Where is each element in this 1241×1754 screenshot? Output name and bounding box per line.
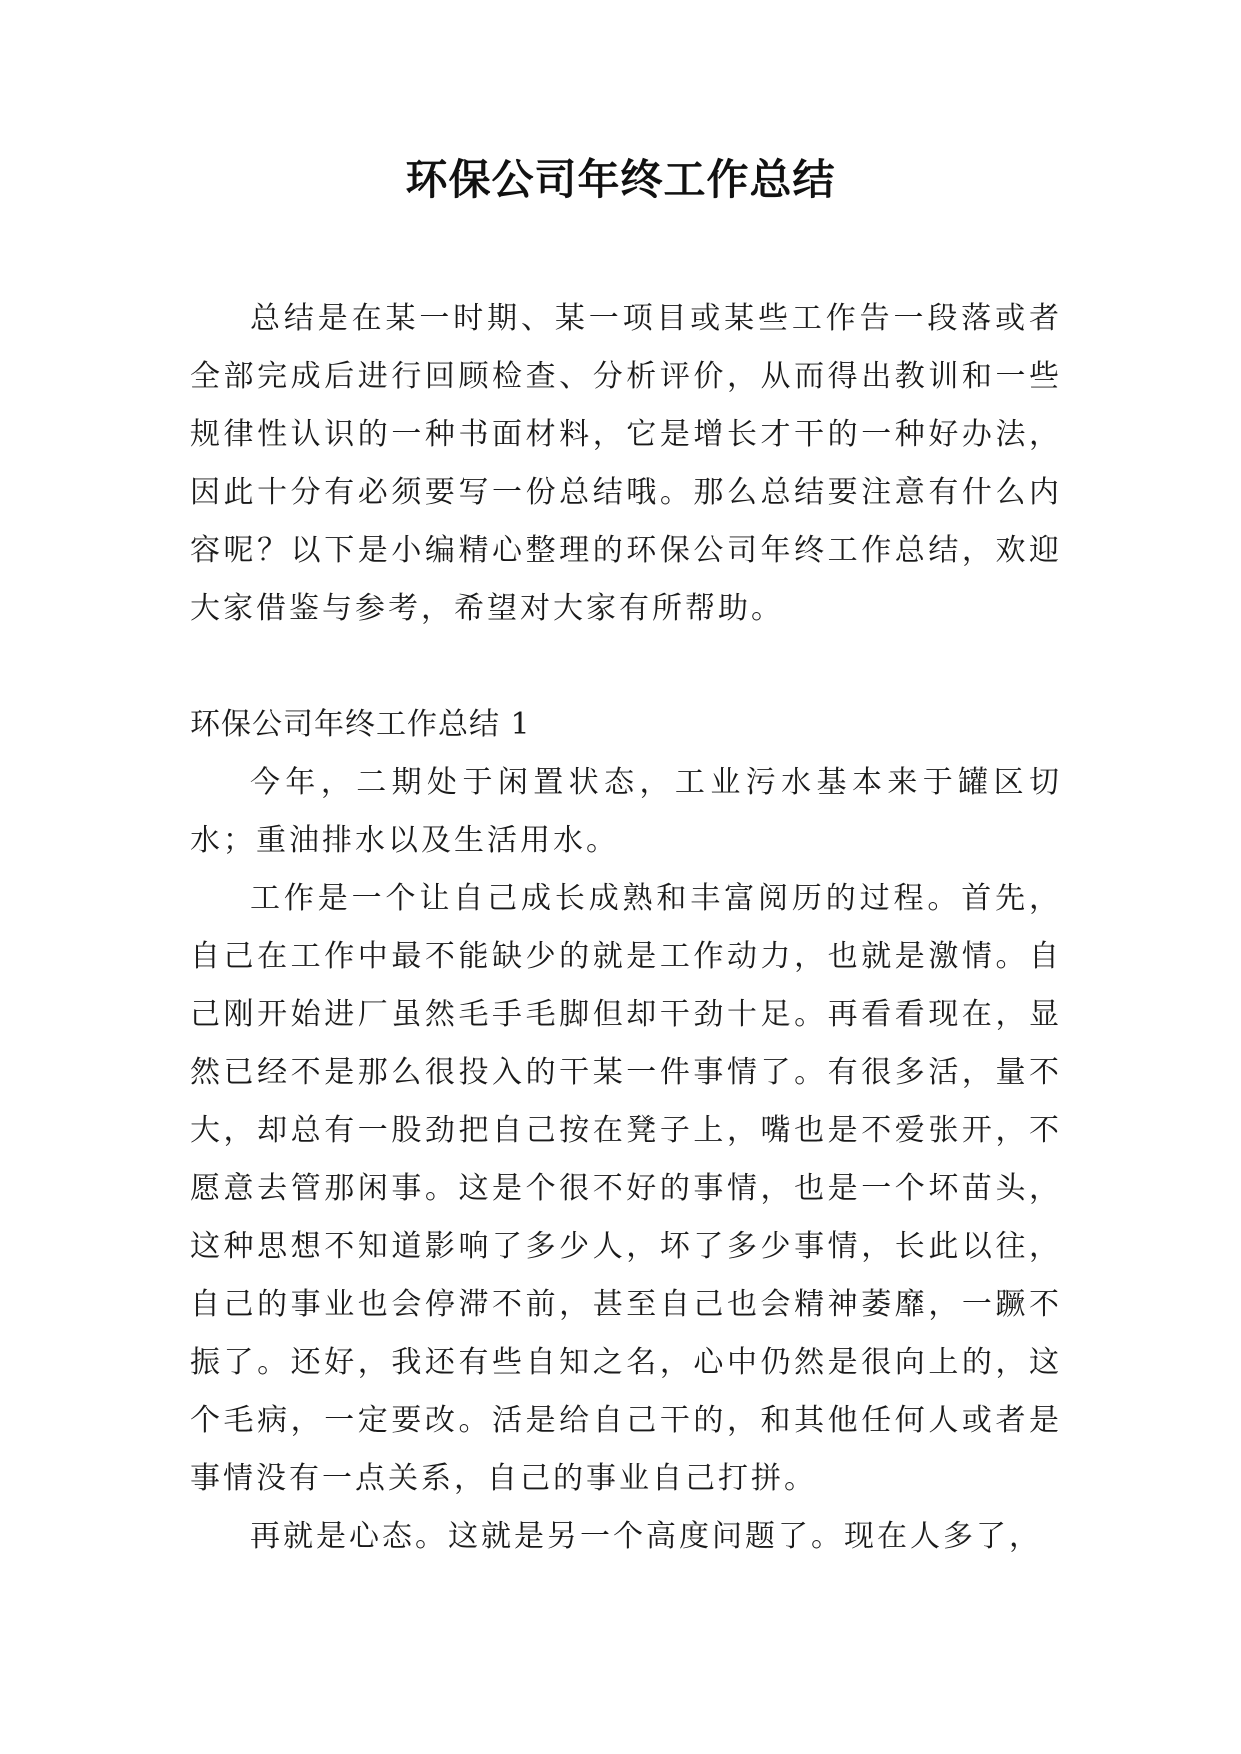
section-heading: 环保公司年终工作总结 1 xyxy=(190,707,531,742)
document-body xyxy=(190,290,1062,1566)
body-paragraph-2: 工作是一个让自己成长成熟和丰富阅历的过程。首先，自己在工作中最不能缺少的就是工作动力，也就是激情。自己刚开始进厂虽然毛手毛脚但却干劲十足。再看看现在，显然已经不是那么很投入的干某一件事情了。有很多活，量不大，却总有一股劲把自己按在凳子上，嘴也是不爱张开，不愿意去管那闲事。这是个很不好的事情，也是一个坏苗头，这种思想不知道影响了多少人，坏了多少事情，长此以往，自己的事业也会停滞不前，甚至自己也会精神萎靡，一蹶不振了。还好，我还有些自知之名，心中仍然是很向上的，这个毛病，一定要改。活是给自己干的，和其他任何人或者是事情没有一点关系，自己的事业自己打拼。 xyxy=(190,881,1062,1496)
body-paragraph-1: 今年，二期处于闲置状态，工业污水基本来于罐区切水；重油排水以及生活用水。 xyxy=(190,765,1062,858)
document-title: 环保公司年终工作总结 xyxy=(405,155,836,204)
intro-paragraph: 总结是在某一时期、某一项目或某些工作告一段落或者全部完成后进行回顾检查、分析评价，从而得出教训和一些规律性认识的一种书面材料，它是增长才干的一种好办法，因此十分有必须要写一份总结哦。那么总结要注意有什么内容呢？以下是小编精心整理的环保公司年终工作总结，欢迎大家借鉴与参考，希望对大家有所帮助。 xyxy=(190,301,1062,626)
body-paragraph-3: 再就是心态。这就是另一个高度问题了。现在人多了， xyxy=(250,1519,1042,1554)
